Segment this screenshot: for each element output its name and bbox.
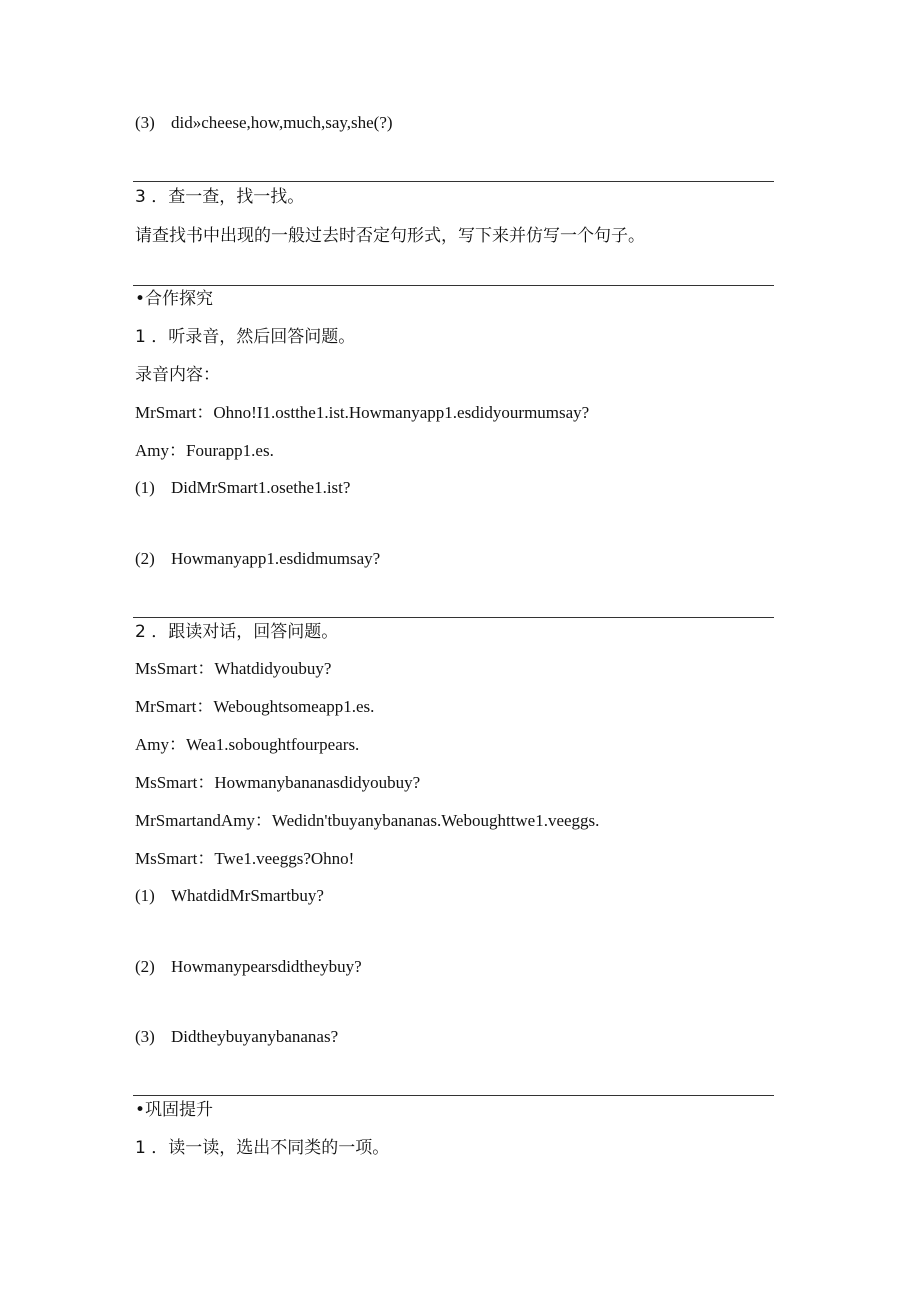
recording-label: 录音内容： [135,365,220,385]
section-3-instruction: 请查找书中出现的一般过去时否定句形式，写下来并仿写一个句子。 [135,226,645,246]
question-3 [135,112,393,134]
section-3-title: 3 ．查一查，找一找。 [135,187,305,207]
question-number: (2) [135,957,155,976]
question-2 [135,548,380,570]
question-text: Didtheybuyanybananas? [171,1027,339,1046]
question-3 [135,1026,338,1048]
question-2 [135,956,362,978]
task-2-title: 2 ．跟读对话，回答问题。 [135,622,339,642]
divider [133,1095,774,1096]
question-text: Howmanypearsdidtheybuy? [171,957,362,976]
question-text: did»cheese,how,much,say,she(?) [171,113,393,132]
consolidate-task-1-title: 1 ．读一读，选出不同类的一项。 [135,1138,390,1158]
question-number: (1) [135,886,155,905]
dialogue-line: MrSmartandAmy：Wedidn'tbuyanybananas.Weboughttwe1.veeggs. [135,811,600,830]
task-1-title: 1 ．听录音，然后回答问题。 [135,327,356,347]
question-number: (1) [135,478,155,497]
question-1 [135,477,350,499]
dialogue-line: Amy：Fourapp1.es. [135,441,274,460]
dialogue-line: MsSmart：Twe1.veeggs?Ohno! [135,849,355,868]
question-1 [135,885,324,907]
dialogue-line: MrSmart：Ohno!I1.ostthe1.ist.Howmanyapp1.esdidyourmumsay? [135,403,590,422]
dialogue-line: Amy：Wea1.soboughtfourpears. [135,735,360,754]
question-number: (2) [135,549,155,568]
cooperate-heading: •合作探究 [135,289,214,309]
consolidate-heading: •巩固提升 [135,1100,214,1120]
question-number: (3) [135,1027,155,1046]
dialogue-line: MrSmart：Weboughtsomeapp1.es. [135,697,375,716]
question-text: DidMrSmart1.osethe1.ist? [171,478,351,497]
divider [133,617,774,618]
divider [133,285,774,286]
question-text: WhatdidMrSmartbuy? [171,886,324,905]
divider [133,181,774,182]
dialogue-line: MsSmart：Whatdidyoubuy? [135,659,332,678]
question-number: (3) [135,113,155,132]
dialogue-line: MsSmart：Howmanybananasdidyoubuy? [135,773,421,792]
question-text: Howmanyapp1.esdidmumsay? [171,549,381,568]
